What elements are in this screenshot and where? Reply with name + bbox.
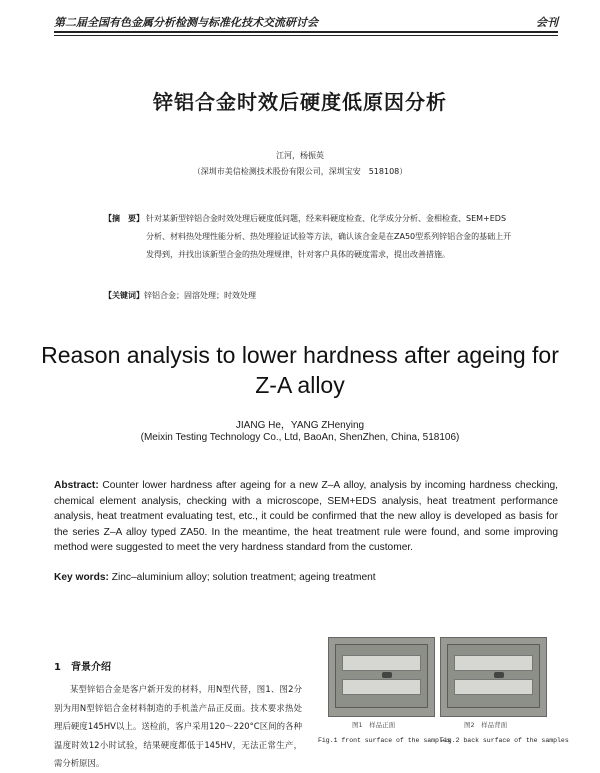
authors-cn: 江河，杨振英: [276, 151, 324, 160]
abstract-en-text: Counter lower hardness after ageing for a new Z–A alloy, analysis by incoming hardness checking, chemical element analysis, checking with a microscope, SEM+EDS analysis, heat treatment performance analysis, heat treatment evaluating test, etc., it could be confirmed that the new alloy is developed as basis for the series Z–A alloy typed ZA50. In the meantime, the heat treatment rule were found, and some improving method were suggested to meet the very hardness standard from the customer.: [54, 480, 558, 553]
figure-front-surface: [328, 637, 435, 717]
affiliation-en: (Meixin Testing Technology Co., Ltd, BaoAn, ShenZhen, China, 518106): [140, 432, 460, 443]
figure1-caption-en: Fig.1 front surface of the samples: [318, 737, 451, 744]
abstract-en-label: Abstract:: [54, 480, 99, 491]
figure2-caption-cn: 图2 样品背面: [464, 721, 508, 729]
section-number: 1: [54, 662, 61, 673]
figure1-caption-cn: 图1 样品正面: [352, 721, 396, 729]
section-body: 某型锌铝合金是客户新开发的材料，用N型代替，图1、图2分别为用N型锌铝合金材料制造的手机盖产品正反面。技术要求热处理后硬度145HV以上。送检前，客户采用120～220°C区间的各种温度时效12小时试验，结果硬度都低于145HV，无法正常生产，需分析原因。: [54, 684, 302, 768]
conference-name: 第二届全国有色金属分析检测与标准化技术交流研讨会: [54, 16, 318, 29]
keywords-cn-text: 锌铝合金；固溶处理；时效处理: [144, 291, 256, 300]
abstract-en: [54, 478, 558, 556]
paper-title-cn: 锌铝合金时效后硬度低原因分析: [153, 90, 447, 114]
section-title: 背景介绍: [70, 662, 111, 673]
keywords-en: [54, 572, 376, 583]
paper-title-en: Reason analysis to lower hardness after ageing for Z-A alloy: [41, 342, 559, 398]
abstract-cn-text: 针对某新型锌铝合金时效处理后硬度低问题，经来料硬度检查、化学成分分析、金相检查、SEM+EDS分析、材料热处理性能分析、热处理验证试验等方法，确认该合金是在ZA50型系列锌铝合金的基础上开发得到，并找出该新型合金的热处理规律，针对客户具体的硬度需求，提出改善措施。: [146, 214, 512, 259]
sample-photo-front: [335, 644, 428, 708]
keywords-cn-label: 【关键词】: [104, 291, 144, 300]
abstract-cn: [104, 210, 514, 264]
keywords-en-text: Zinc–aluminium alloy; solution treatment; ageing treatment: [111, 572, 376, 583]
abstract-cn-label: 【摘 要】: [104, 214, 144, 223]
authors-en: JIANG He，YANG ZHenying: [235, 420, 365, 431]
affiliation-cn: （深圳市美信检测技术股份有限公司，深圳宝安 518108）: [192, 167, 408, 176]
sample-photo-back: [447, 644, 540, 708]
figure2-caption-en: Fig.2 back surface of the samples: [440, 737, 569, 744]
section-heading: [54, 658, 111, 673]
keywords-en-label: Key words:: [54, 572, 109, 583]
header-rule-thin: [54, 35, 558, 36]
proceedings-label: 会刊: [536, 16, 558, 29]
keywords-cn: [104, 290, 256, 301]
figure-back-surface: [440, 637, 547, 717]
header-rule: [54, 31, 558, 33]
running-header: [54, 12, 558, 30]
